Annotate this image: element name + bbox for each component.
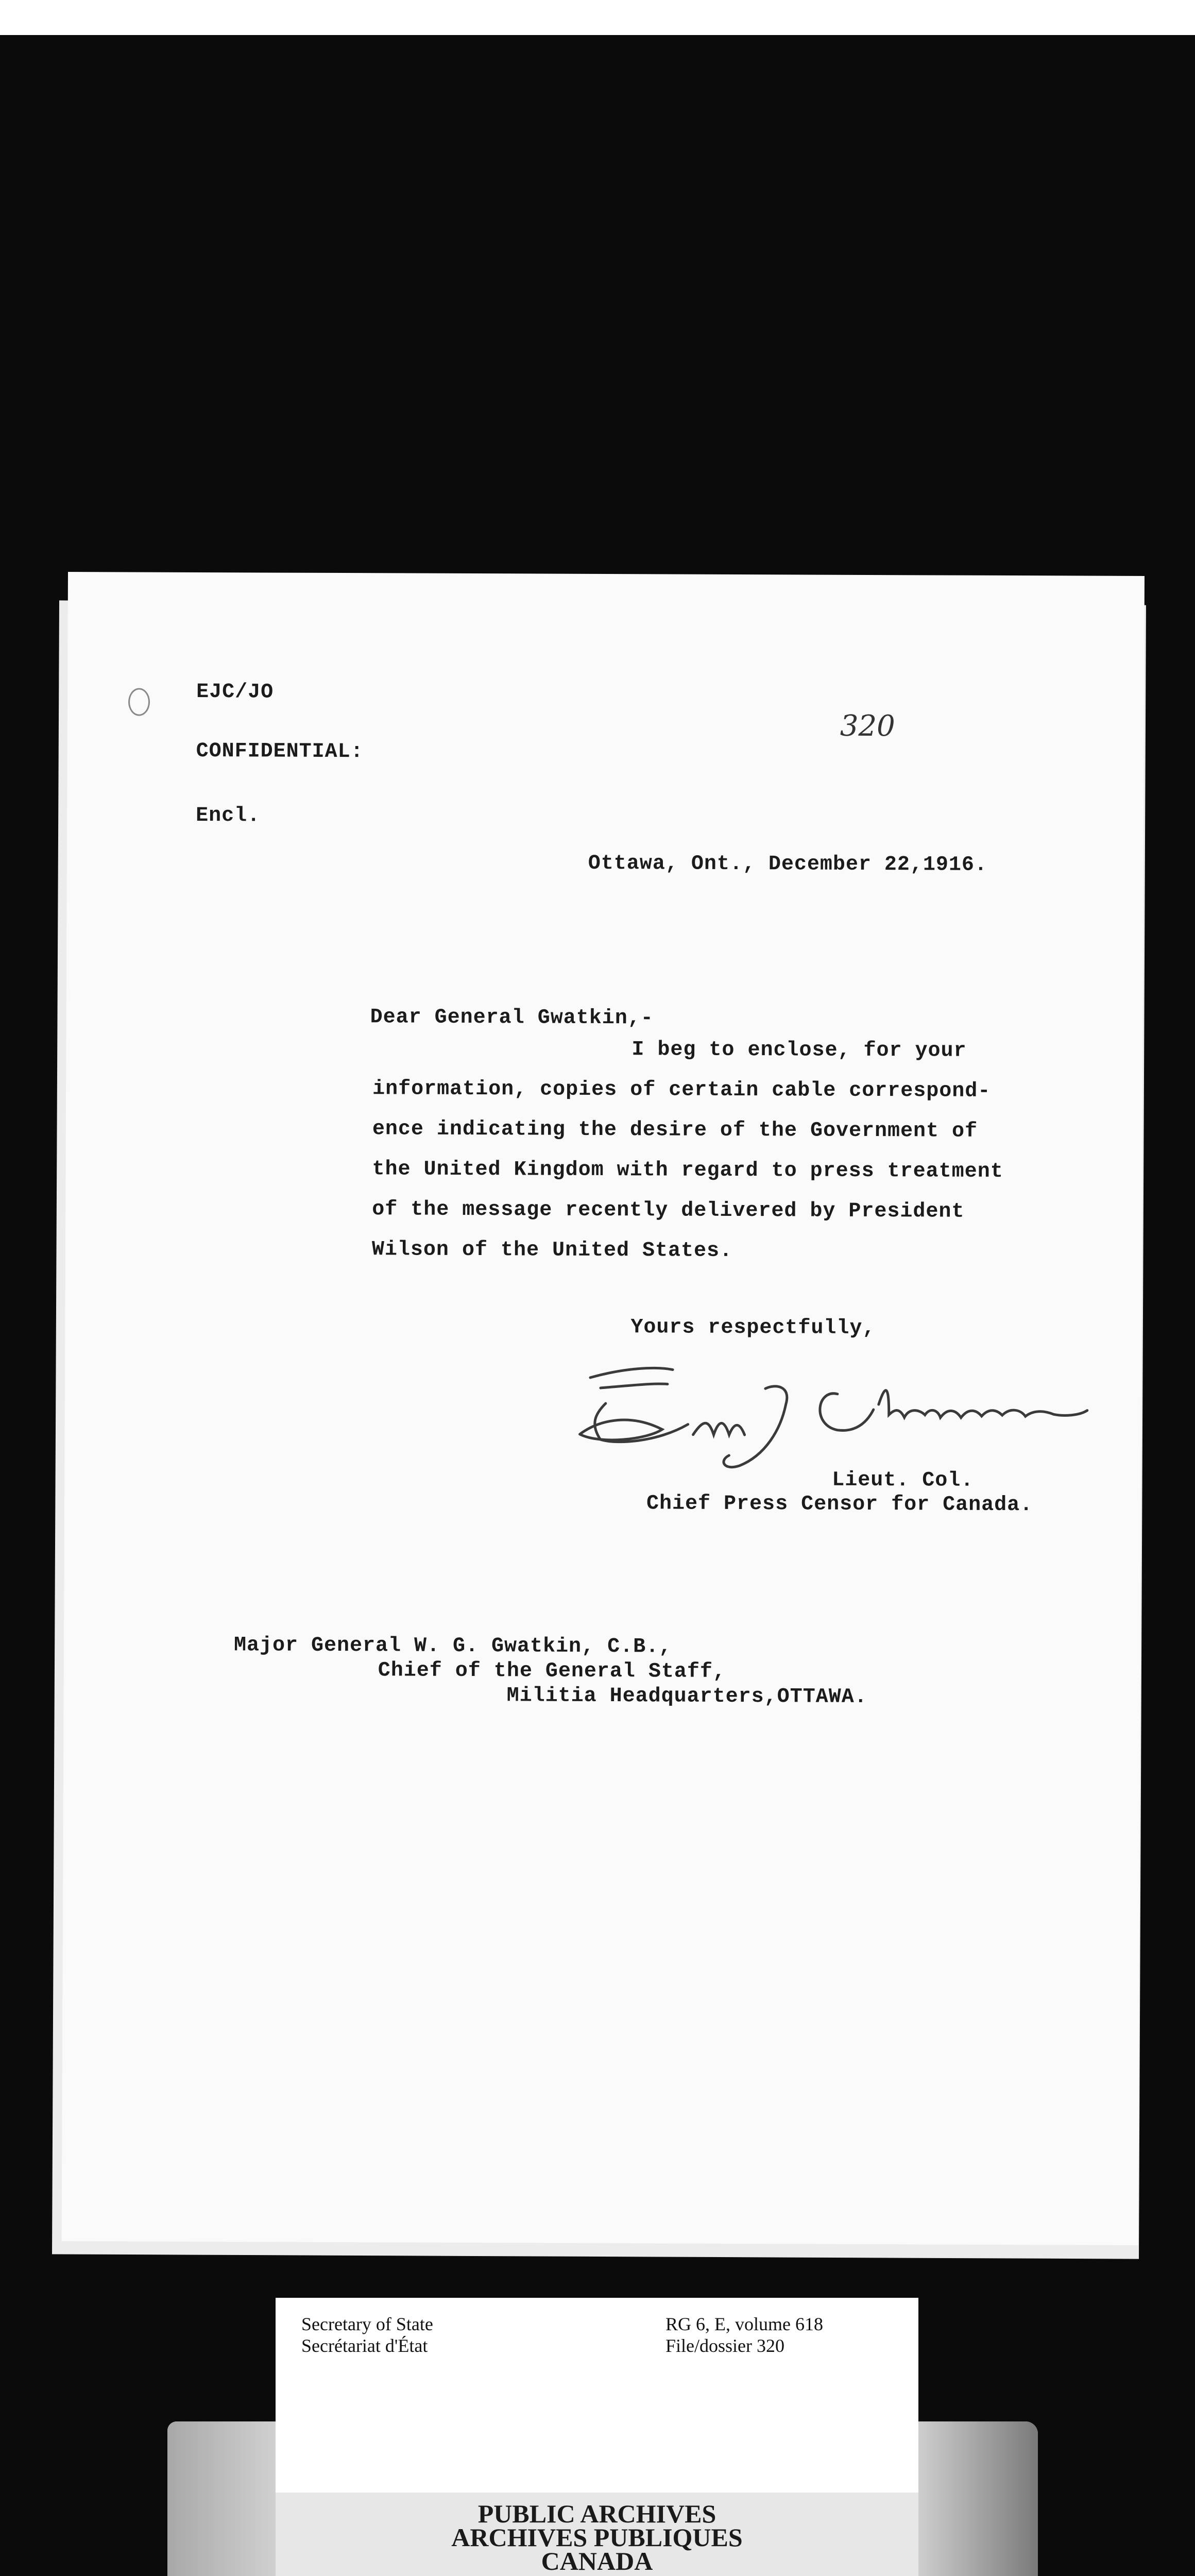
punch-hole bbox=[128, 688, 150, 716]
letter-page bbox=[62, 572, 1145, 2245]
body-line: ence indicating the desire of the Government of bbox=[372, 1117, 978, 1143]
signer-rank: Lieut. Col. bbox=[832, 1468, 974, 1493]
file-reference: EJC/JO bbox=[196, 680, 274, 704]
recipient-title: Chief of the General Staff, bbox=[378, 1659, 726, 1684]
handwritten-file-number: 320 bbox=[840, 709, 895, 743]
reference-volume: RG 6, E, volume 618 bbox=[665, 2314, 823, 2334]
recipient-name: Major General W. G. Gwatkin, C.B., bbox=[233, 1634, 672, 1659]
archive-stamp-line: PUBLIC ARCHIVES bbox=[477, 2499, 716, 2528]
department-french: Secrétariat d'État bbox=[301, 2335, 428, 2356]
archive-stamp-line: ARCHIVES PUBLIQUES bbox=[451, 2523, 743, 2552]
recipient-address: Militia Headquarters,OTTAWA. bbox=[506, 1684, 867, 1709]
closing: Yours respectfully, bbox=[630, 1316, 876, 1341]
classification: CONFIDENTIAL: bbox=[196, 739, 364, 764]
body-line: the United Kingdom with regard to press treatment bbox=[372, 1158, 1003, 1183]
date-line: Ottawa, Ont., December 22,1916. bbox=[588, 852, 988, 877]
reference-file: File/dossier 320 bbox=[665, 2335, 784, 2356]
body-line: information, copies of certain cable correspond- bbox=[372, 1077, 991, 1103]
salutation: Dear General Gwatkin,- bbox=[370, 1006, 654, 1030]
enclosure-note: Encl. bbox=[196, 804, 261, 828]
body-line: Wilson of the United States. bbox=[371, 1238, 733, 1263]
signer-title: Chief Press Censor for Canada. bbox=[646, 1492, 1033, 1517]
body-line: of the message recently delivered by President bbox=[372, 1198, 965, 1224]
archive-stamp-shadow bbox=[917, 2421, 1038, 2576]
body-line: I beg to enclose, for your bbox=[631, 1038, 967, 1063]
archive-stamp-line: CANADA bbox=[541, 2547, 653, 2575]
handwritten-signature bbox=[569, 1357, 1090, 1483]
archive-reference-label bbox=[276, 2298, 918, 2493]
department-english: Secretary of State bbox=[301, 2314, 433, 2334]
archive-stamp-shadow bbox=[167, 2421, 276, 2576]
